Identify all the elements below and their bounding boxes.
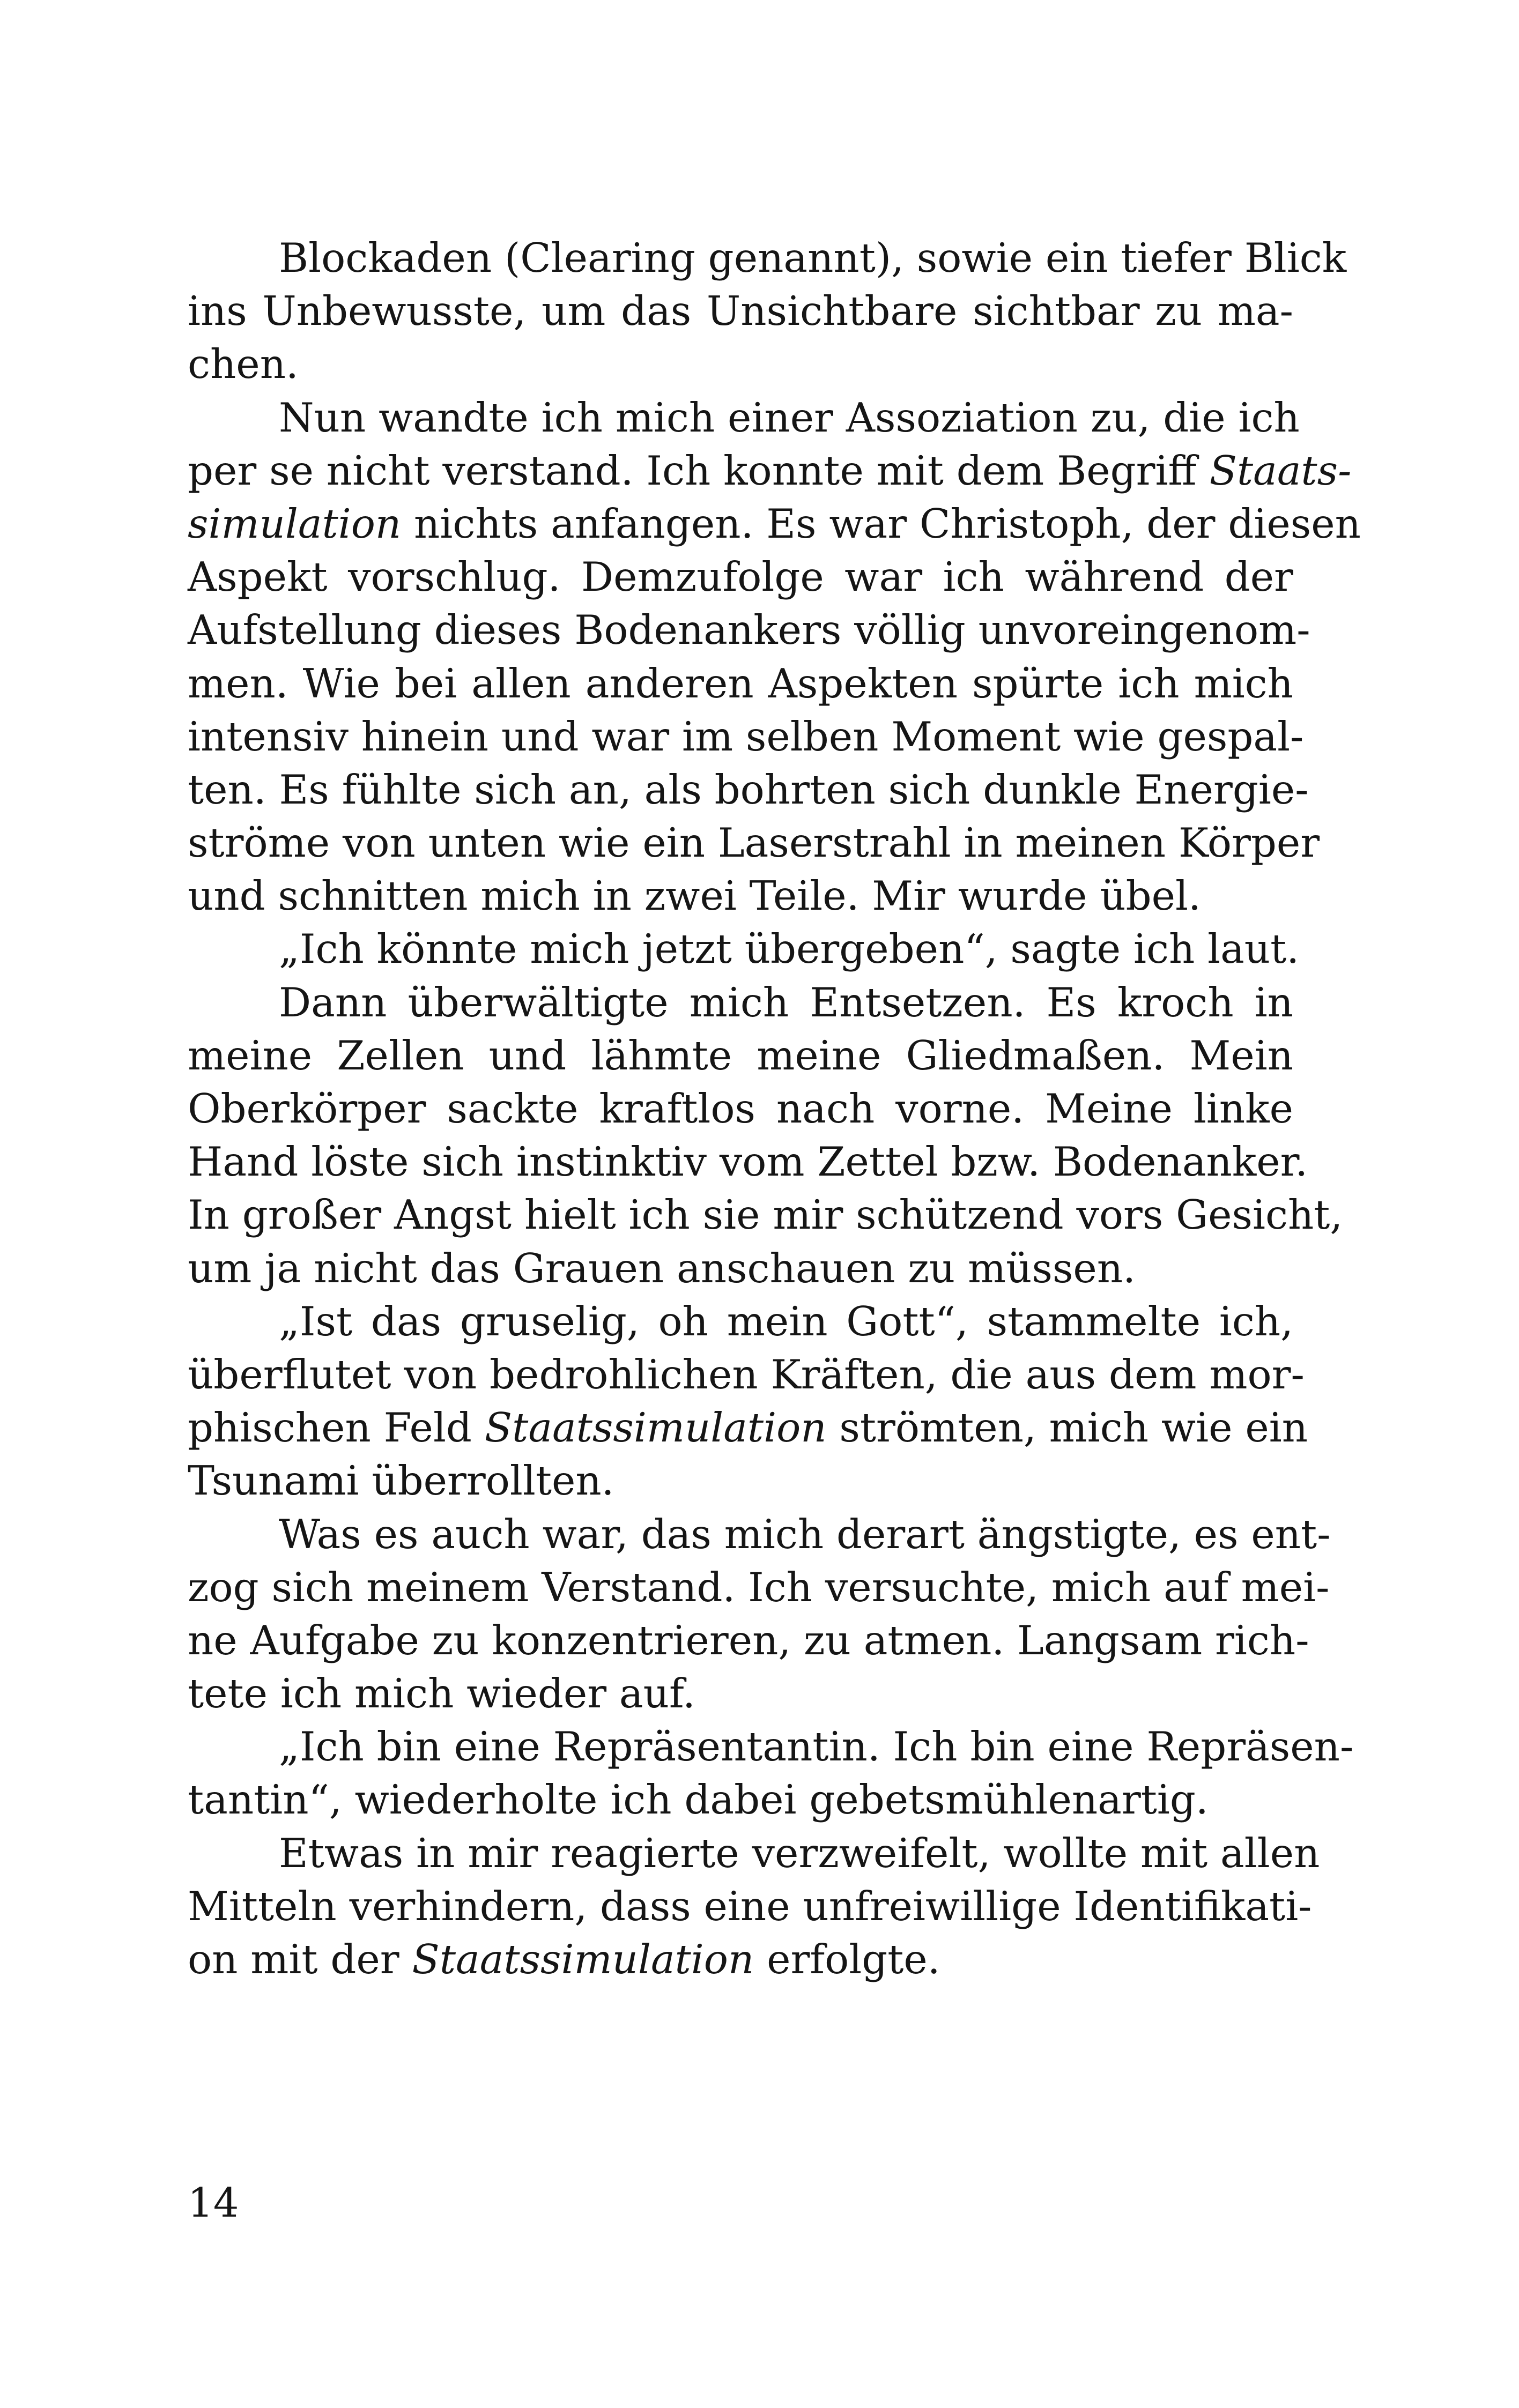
text-line: [188, 1135, 1308, 1188]
text-run: Nun wandte ich mich einer Assoziation zu, die ich: [279, 393, 1300, 441]
text-line: [188, 1188, 1343, 1242]
text-run: men. Wie bei allen anderen Aspekten spürte ich mich: [188, 659, 1293, 707]
text-run: In großer Angst hielt ich sie mir schützend vors Gesicht,: [188, 1191, 1343, 1239]
text-line: [188, 1508, 1331, 1561]
text-run: Dann überwältigte mich Entsetzen. Es kroch in: [279, 978, 1293, 1026]
text-run: ten. Es fühlte sich an, als bohrten sich dunkle Energie-: [188, 765, 1309, 813]
text-line: [188, 1242, 1293, 1295]
text-run: chen.: [188, 340, 299, 388]
text-run: Was es auch war, das mich derart ängstigte, es ent-: [279, 1510, 1331, 1558]
text-line: [188, 1082, 1293, 1135]
text-run: zog sich meinem Verstand. Ich versuchte, mich auf mei-: [188, 1563, 1330, 1611]
italic-term: Staats-: [1209, 447, 1352, 494]
text-run: Hand löste sich instinktiv vom Zettel bzw. Bodenanker.: [188, 1138, 1308, 1186]
text-run: strömten, mich wie ein: [826, 1404, 1308, 1452]
text-run: überflutet von bedrohlichen Kräften, die aus dem mor-: [188, 1350, 1305, 1398]
text-run: erfolgte.: [754, 1936, 940, 1983]
text-line: [188, 391, 1300, 444]
text-line: [188, 1720, 1354, 1773]
text-run: Tsunami überrollten.: [188, 1457, 614, 1505]
text-run: „Ich bin eine Repräsentantin. Ich bin eine Repräsen-: [279, 1723, 1354, 1771]
italic-term: simulation: [188, 500, 402, 547]
text-run: Mitteln verhindern, dass eine unfreiwillige Identifikati-: [188, 1882, 1312, 1930]
text-run: Aspekt vorschlug. Demzufolge war ich während der: [188, 553, 1293, 601]
text-line: [188, 551, 1293, 604]
text-run: ströme von unten wie ein Laserstrahl in meinen Körper: [188, 819, 1320, 867]
text-run: on mit der: [188, 1936, 412, 1983]
text-line: [188, 1667, 1293, 1720]
text-line: [188, 976, 1293, 1029]
text-line: [188, 1401, 1308, 1454]
text-run: Etwas in mir reagierte verzweifelt, wollte mit allen: [279, 1829, 1320, 1877]
text-run: Oberkörper sackte kraftlos nach vorne. Meine linke: [188, 1085, 1293, 1132]
text-line: [188, 604, 1310, 657]
text-run: ne Aufgabe zu konzentrieren, zu atmen. Langsam rich-: [188, 1616, 1309, 1664]
text-run: tete ich mich wieder auf.: [188, 1670, 695, 1718]
text-run: Aufstellung dieses Bodenankers völlig unvoreingenom-: [188, 606, 1310, 654]
text-run: meine Zellen und lähmte meine Gliedmaßen. Mein: [188, 1031, 1293, 1079]
text-run: tantin“, wiederholte ich dabei gebetsmühlenartig.: [188, 1776, 1209, 1824]
text-line: [188, 1454, 1293, 1507]
text-line: [188, 338, 1293, 391]
text-run: um ja nicht das Grauen anschauen zu müssen.: [188, 1244, 1136, 1292]
text-line: [188, 923, 1300, 976]
text-line: [188, 710, 1304, 763]
text-run: Blockaden (Clearing genannt), sowie ein tiefer Blick: [279, 234, 1347, 281]
text-line: [188, 1880, 1312, 1933]
text-line: [188, 869, 1293, 923]
text-run: intensiv hinein und war im selben Moment wie gespal-: [188, 712, 1304, 760]
text-run: „Ist das gruselig, oh mein Gott“, stammelte ich,: [279, 1297, 1293, 1345]
text-line: [188, 1773, 1293, 1826]
text-line: [188, 1561, 1330, 1614]
text-line: [188, 285, 1293, 338]
text-run: per se nicht verstand. Ich konnte mit dem Begriff: [188, 447, 1210, 494]
text-run: phischen Feld: [188, 1404, 485, 1452]
text-line: [188, 1614, 1309, 1667]
text-line: [188, 444, 1352, 497]
text-line: [188, 816, 1320, 869]
text-line: [188, 1827, 1320, 1880]
text-run: nichts anfangen. Es war Christoph, der diesen: [401, 500, 1361, 547]
text-line: [188, 1933, 1293, 1986]
text-line: [188, 657, 1293, 710]
text-line: [188, 232, 1347, 285]
text-run: und schnitten mich in zwei Teile. Mir wurde übel.: [188, 872, 1201, 920]
italic-term: Staatssimulation: [412, 1936, 754, 1983]
text-line: [188, 1029, 1293, 1082]
page-number: 14: [188, 2179, 239, 2226]
italic-term: Staatssimulation: [484, 1404, 827, 1452]
body-text: [188, 232, 1361, 1986]
text-line: [188, 1295, 1293, 1348]
text-line: [188, 763, 1309, 816]
text-run: ins Unbewusste, um das Unsichtbare sichtbar zu ma-: [188, 287, 1293, 335]
text-line: [188, 497, 1361, 551]
text-run: „Ich könnte mich jetzt übergeben“, sagte ich laut.: [279, 925, 1300, 973]
text-line: [188, 1348, 1305, 1401]
